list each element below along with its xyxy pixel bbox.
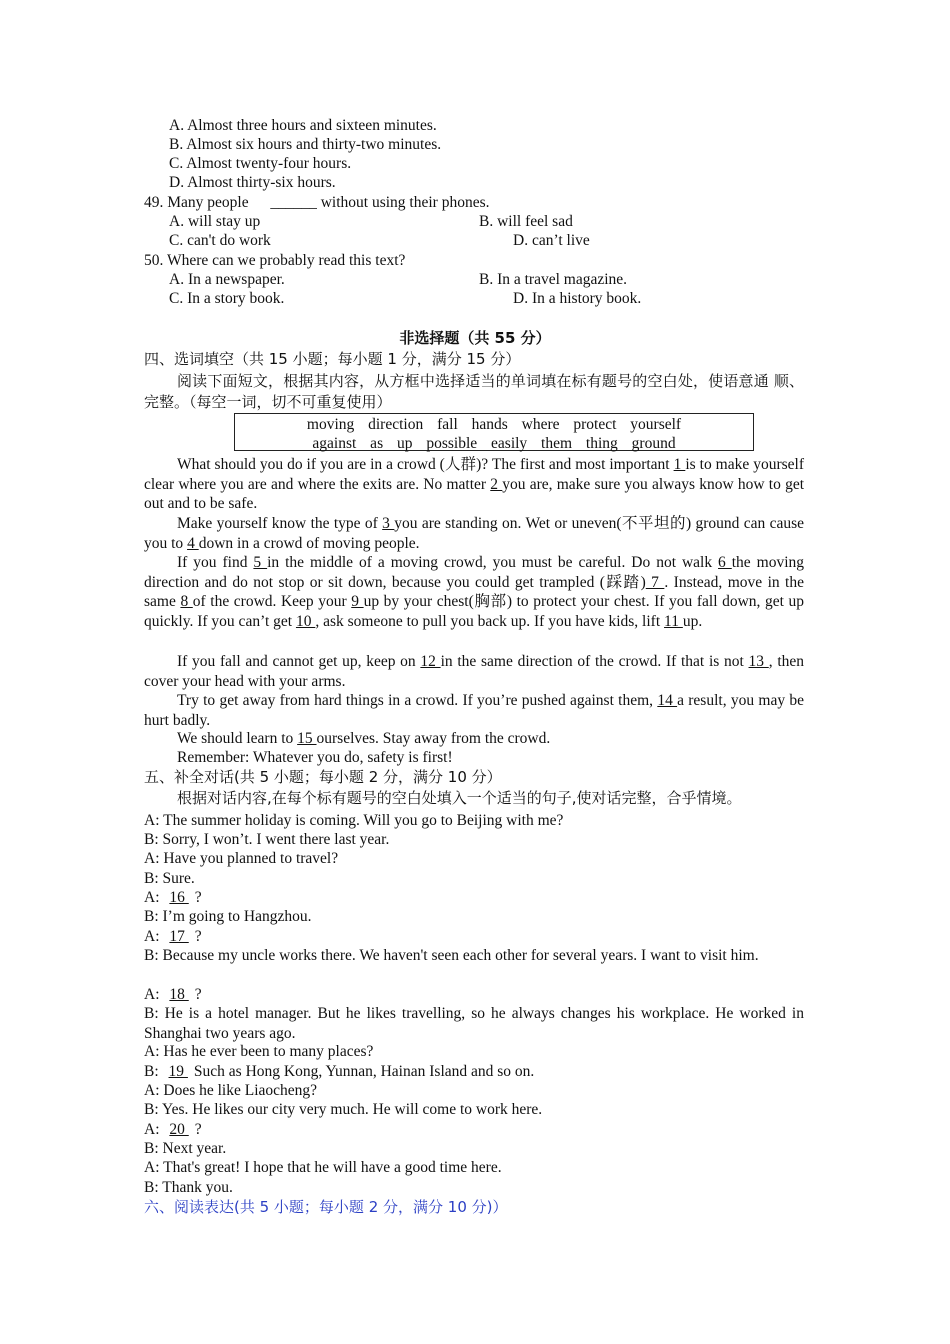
q50-option-b: B. In a travel magazine. <box>479 271 628 288</box>
blank-8: 8 <box>180 593 193 610</box>
passage-text: , ask someone to pull you back up. If you have kids, lift <box>315 612 665 630</box>
dialogue-line: B: Sure. <box>144 870 195 887</box>
blank-12: 12 <box>420 653 441 670</box>
q50-option-c: C. In a story book. <box>169 290 285 307</box>
blank-18: 18 <box>169 986 189 1003</box>
passage-text: , then cover your head with your arms. <box>144 653 805 690</box>
dialogue-line: B: He is a hotel manager. But he likes travelling, so he always changes his workplace. He worked in Shanghai two years ago. <box>144 1005 804 1042</box>
passage-text: down in a crowd of moving people. <box>198 534 420 552</box>
q50-option-d: D. In a history book. <box>513 290 642 307</box>
blank-19: 19 <box>168 1063 188 1080</box>
part4-instruction: 阅读下面短文，根据其内容，从方框中选择适当的单词填在标有题号的空白处，使语意通 顺、完整。（每空一词，切不可重复使用） <box>144 372 804 411</box>
dialogue-line: B: Next year. <box>144 1140 227 1157</box>
word-box-row-2: against as up possible easily them thing ground <box>312 435 676 452</box>
blank-6: 6 <box>718 554 732 571</box>
passage-text: Make yourself know the type of <box>177 515 383 532</box>
dialogue-line: B: Sorry, I won’t. I went there last year. <box>144 831 390 848</box>
dialogue-line: A: The summer holiday is coming. Will you go to Beijing with me? <box>144 812 564 829</box>
dialogue-line: A: Has he ever been to many places? <box>144 1043 374 1060</box>
q50-stem: 50. Where can we probably read this text? <box>144 252 406 269</box>
speaker: A: <box>144 1121 164 1138</box>
blank-10: 10 <box>295 612 316 630</box>
q48-option-d: D. Almost thirty-six hours. <box>169 174 336 191</box>
dialogue-line: B: Yes. He likes our city very much. He will come to work here. <box>144 1101 543 1118</box>
dialogue-line: B: Thank you. <box>144 1179 233 1196</box>
q49-option-d: D. can’t live <box>513 232 590 249</box>
blank-3: 3 <box>382 515 395 532</box>
speaker: B: <box>144 1063 163 1080</box>
word-box-row-1: moving direction fall hands where protect yourself <box>306 416 682 433</box>
speaker: A: <box>144 986 164 1003</box>
punct: ? <box>194 928 202 945</box>
speaker: A: <box>144 889 164 906</box>
passage-paragraph-1 <box>144 455 804 514</box>
passage-paragraph-6 <box>144 729 804 749</box>
q49-stem <box>144 193 490 213</box>
dialogue-line: A: That's great! I hope that he will have a good time here. <box>144 1159 502 1176</box>
q49-blank: ______ <box>270 194 317 211</box>
passage-text: in the middle of a moving crowd, you must be careful. Do not walk <box>267 554 719 571</box>
word-box <box>234 413 754 451</box>
dialogue-line <box>144 927 804 947</box>
passage-text: the moving direction and do not stop or sit down, because you could get trampled (踩踏) <box>144 554 805 591</box>
dialogue-line <box>144 888 804 908</box>
passage-text: If you fall and cannot get up, keep on <box>177 653 421 670</box>
blank-4: 4 <box>187 534 199 552</box>
passage-text: up. <box>682 612 703 630</box>
blank-9: 9 <box>351 593 364 610</box>
blank-17: 17 <box>169 928 189 945</box>
passage-text: We should learn to <box>177 730 298 747</box>
q50-option-a: A. In a newspaper. <box>169 271 285 288</box>
dialogue-line: A: Have you planned to travel? <box>144 850 339 867</box>
section-title: 非选择题（共 55 分） <box>399 329 551 347</box>
part5-heading: 五、补全对话(共 5 小题；每小题 2 分，满分 10 分） <box>144 768 502 786</box>
q49-option-a: A. will stay up <box>169 213 261 230</box>
passage-text: Try to get away from hard things in a crowd. If you’re pushed against them, <box>177 692 658 709</box>
part5-instruction: 根据对话内容,在每个标有题号的空白处填入一个适当的句子,使对话完整，合乎情境。 <box>177 789 742 807</box>
passage-text: of the crowd. Keep your <box>192 593 352 610</box>
blank-16: 16 <box>169 889 189 906</box>
blank-7: 7 <box>645 573 665 591</box>
dialogue-line: A: Does he like Liaocheng? <box>144 1082 318 1099</box>
passage-paragraph-2 <box>144 514 804 553</box>
passage-text: you are, make sure you always know how to get out and to be safe. <box>144 475 804 512</box>
blank-11: 11 <box>664 612 683 630</box>
blank-1: 1 <box>673 456 686 473</box>
dialogue-line <box>144 985 804 1005</box>
passage-text: . Instead, move in the same <box>144 573 804 610</box>
blank-5: 5 <box>253 554 268 571</box>
q48-option-c: C. Almost twenty-four hours. <box>169 155 352 172</box>
q49-stem-post: without using their phones. <box>320 194 490 211</box>
q48-option-b: B. Almost six hours and thirty-two minutes. <box>169 136 442 153</box>
passage-text: up by your chest(胸部) to protect your chest. If you fall down, get up quickly. If you can’t get <box>144 593 805 630</box>
blank-13: 13 <box>748 653 769 670</box>
passage-paragraph-4 <box>144 652 804 691</box>
dialogue-line: B: Because my uncle works there. We haven't seen each other for several years. I want to visit him. <box>144 947 759 964</box>
blank-2: 2 <box>490 475 503 493</box>
passage-text: is to make yourself clear where you are and where the exits are. No matter <box>144 456 804 493</box>
blank-14: 14 <box>657 692 678 709</box>
passage-paragraph-5 <box>144 691 804 730</box>
passage-paragraph-7: Remember: Whatever you do, safety is first! <box>177 749 453 766</box>
passage-text: a result, you may be hurt badly. <box>144 692 804 729</box>
q49-option-b: B. will feel sad <box>479 213 573 230</box>
passage-text: ourselves. Stay away from the crowd. <box>316 730 551 747</box>
passage-text: in the same direction of the crowd. If that is not <box>440 653 749 670</box>
passage-text: If you find <box>177 554 254 571</box>
punct: ? <box>194 986 202 1003</box>
part6-heading: 六、阅读表达(共 5 小题；每小题 2 分，满分 10 分)） <box>144 1198 508 1216</box>
passage-text: What should you do if you are in a crowd (人群)? The first and most important <box>177 456 674 473</box>
passage-paragraph-3 <box>144 553 804 631</box>
punct: ? <box>194 889 202 906</box>
blank-15: 15 <box>297 730 317 747</box>
dialogue-line: B: I’m going to Hangzhou. <box>144 908 312 925</box>
q49-option-c: C. can't do work <box>169 232 271 249</box>
speaker: A: <box>144 928 164 945</box>
blank-20: 20 <box>169 1121 189 1138</box>
punct: ? <box>194 1121 202 1138</box>
dialogue-text: Such as Hong Kong, Yunnan, Hainan Island and so on. <box>193 1063 535 1080</box>
passage-text: you are standing on. Wet or uneven(不平坦的) ground can cause you to <box>144 515 805 552</box>
dialogue-line <box>144 1120 804 1140</box>
q49-stem-pre: 49. Many people <box>144 194 249 211</box>
dialogue-line <box>144 1062 804 1082</box>
part4-heading: 四、选词填空（共 15 小题；每小题 1 分，满分 15 分） <box>144 350 521 368</box>
q48-option-a: A. Almost three hours and sixteen minutes. <box>169 117 437 134</box>
